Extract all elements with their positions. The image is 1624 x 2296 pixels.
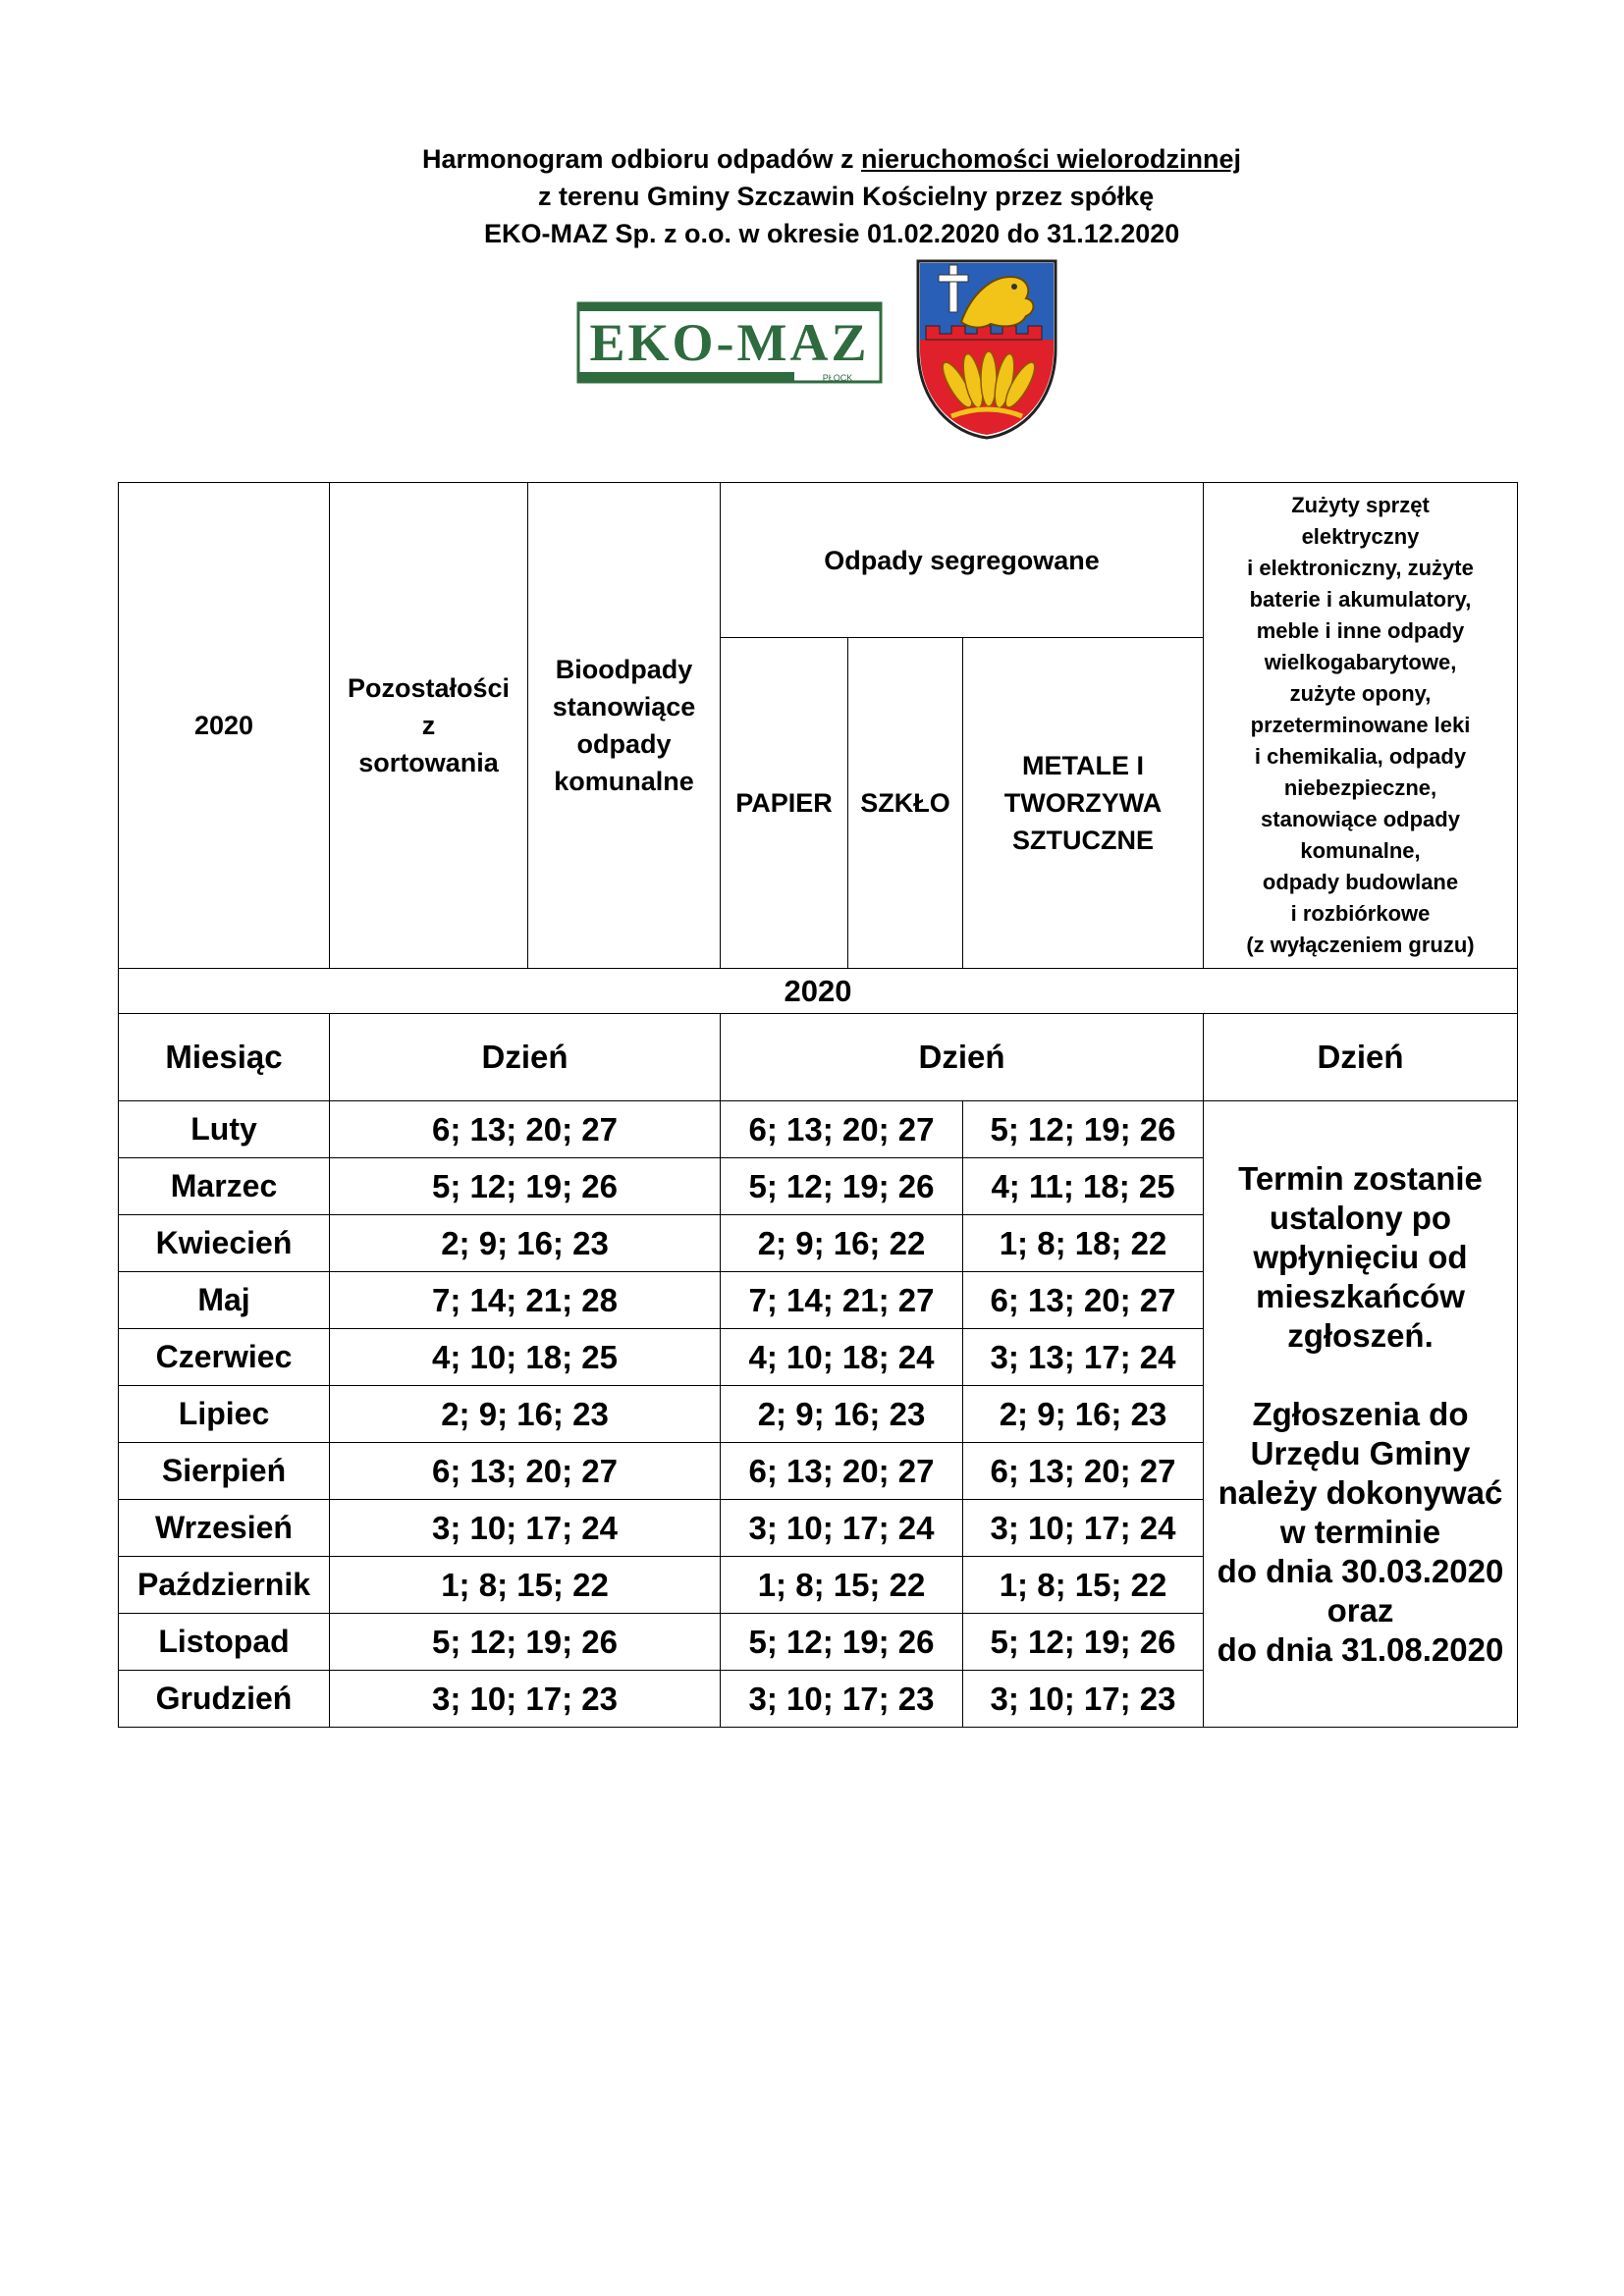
eko-maz-logo-subtext: PŁOCK (822, 373, 853, 383)
note-line: w terminie (1279, 1513, 1441, 1550)
header-bio (528, 483, 721, 969)
metals-plastics-dates: 5; 12; 19; 26 (963, 1101, 1204, 1158)
header-bulky-line: komunalne, (1300, 838, 1421, 863)
header-residual-line: z (421, 711, 436, 740)
title-line-1-underlined: nieruchomości wielorodzinnej (860, 144, 1242, 174)
paper-glass-dates: 4; 10; 18; 24 (721, 1329, 963, 1386)
header-bulky-line: zużyte opony, (1289, 681, 1432, 706)
note-line: ustalony po (1269, 1199, 1452, 1236)
title-line-1-prefix: Harmonogram odbioru odpadów z (421, 144, 861, 174)
note-line: Urzędu Gminy (1250, 1434, 1471, 1471)
residual-bio-dates: 2; 9; 16; 23 (330, 1386, 721, 1443)
month-cell: Wrzesień (119, 1500, 330, 1557)
header-segregated: Odpady segregowane (721, 483, 1204, 638)
sub-header-day-3: Dzień (1204, 1014, 1518, 1101)
header-bulky-line: meble i inne odpady (1256, 618, 1465, 643)
page-title (0, 140, 1624, 252)
sub-header-month: Miesiąc (119, 1014, 330, 1101)
note-line: Termin zostanie (1238, 1159, 1483, 1197)
note-line: do dnia 31.08.2020 (1217, 1630, 1504, 1668)
header-bulky-line: i chemikalia, odpady (1254, 744, 1467, 769)
metals-plastics-dates: 3; 13; 17; 24 (963, 1329, 1204, 1386)
sub-header-day-2: Dzień (721, 1014, 1204, 1101)
month-cell: Maj (119, 1272, 330, 1329)
year-row-cell: 2020 (119, 969, 1518, 1014)
bulky-waste-note (1204, 1101, 1518, 1728)
note-line: zgłoszeń. (1287, 1316, 1434, 1354)
header-bulky-line: elektryczny (1301, 524, 1420, 549)
metals-plastics-dates: 6; 13; 20; 27 (963, 1272, 1204, 1329)
eko-maz-logo-text: EKO-MAZ (589, 313, 870, 372)
paper-glass-dates: 5; 12; 19; 26 (721, 1158, 963, 1215)
residual-bio-dates: 7; 14; 21; 28 (330, 1272, 721, 1329)
paper-glass-dates: 1; 8; 15; 22 (721, 1557, 963, 1614)
note-spacer (1204, 1356, 1517, 1395)
header-year: 2020 (119, 483, 330, 969)
month-cell: Sierpień (119, 1443, 330, 1500)
month-cell: Marzec (119, 1158, 330, 1215)
residual-bio-dates: 5; 12; 19; 26 (330, 1158, 721, 1215)
residual-bio-dates: 3; 10; 17; 23 (330, 1671, 721, 1728)
collection-schedule-table (118, 482, 1518, 1728)
metals-plastics-dates: 1; 8; 18; 22 (963, 1215, 1204, 1272)
month-cell: Lipiec (119, 1386, 330, 1443)
header-residual (330, 483, 528, 969)
residual-bio-dates: 1; 8; 15; 22 (330, 1557, 721, 1614)
header-bulky-line: stanowiące odpady (1261, 807, 1460, 831)
paper-glass-dates: 7; 14; 21; 27 (721, 1272, 963, 1329)
note-line: oraz (1326, 1591, 1394, 1629)
year-row (119, 969, 1518, 1014)
month-cell: Grudzień (119, 1671, 330, 1728)
paper-glass-dates: 3; 10; 17; 23 (721, 1671, 963, 1728)
paper-glass-dates: 6; 13; 20; 27 (721, 1101, 963, 1158)
header-bio-line: komunalne (554, 767, 694, 796)
note-line: należy dokonywać (1218, 1473, 1503, 1511)
note-line: do dnia 30.03.2020 (1217, 1552, 1504, 1589)
sub-header-day-1: Dzień (330, 1014, 721, 1101)
header-bulky-line: wielkogabarytowe, (1264, 650, 1457, 674)
residual-bio-dates: 6; 13; 20; 27 (330, 1443, 721, 1500)
residual-bio-dates: 5; 12; 19; 26 (330, 1614, 721, 1671)
header-bulky-line: baterie i akumulatory, (1249, 587, 1472, 612)
month-cell: Kwiecień (119, 1215, 330, 1272)
header-metals-line: SZTUCZNE (1012, 826, 1154, 855)
metals-plastics-dates: 5; 12; 19; 26 (963, 1614, 1204, 1671)
month-cell: Luty (119, 1101, 330, 1158)
header-bulky-line: niebezpieczne, (1283, 775, 1437, 800)
metals-plastics-dates: 2; 9; 16; 23 (963, 1386, 1204, 1443)
eko-maz-logo (576, 301, 883, 384)
header-bulky-line: przeterminowane leki (1250, 713, 1471, 737)
header-metals-line: METALE I (1022, 751, 1144, 780)
paper-glass-dates: 6; 13; 20; 27 (721, 1443, 963, 1500)
metals-plastics-dates: 6; 13; 20; 27 (963, 1443, 1204, 1500)
metals-plastics-dates: 3; 10; 17; 24 (963, 1500, 1204, 1557)
month-cell: Październik (119, 1557, 330, 1614)
paper-glass-dates: 3; 10; 17; 24 (721, 1500, 963, 1557)
note-line: wpłynięciu od (1253, 1238, 1468, 1275)
title-line-1 (0, 140, 1624, 178)
header-bulky-line: i elektroniczny, zużyte (1247, 556, 1474, 580)
residual-bio-dates: 4; 10; 18; 25 (330, 1329, 721, 1386)
header-glass: SZKŁO (848, 638, 963, 969)
month-cell: Czerwiec (119, 1329, 330, 1386)
residual-bio-dates: 2; 9; 16; 23 (330, 1215, 721, 1272)
header-bulky-waste (1204, 483, 1518, 969)
paper-glass-dates: 2; 9; 16; 23 (721, 1386, 963, 1443)
month-cell: Listopad (119, 1614, 330, 1671)
metals-plastics-dates: 3; 10; 17; 23 (963, 1671, 1204, 1728)
residual-bio-dates: 6; 13; 20; 27 (330, 1101, 721, 1158)
header-row-1 (119, 483, 1518, 638)
header-bulky-line: Zużyty sprzęt (1291, 493, 1430, 517)
paper-glass-dates: 5; 12; 19; 26 (721, 1614, 963, 1671)
sub-header-row (119, 1014, 1518, 1101)
header-bio-line: odpady (576, 729, 672, 759)
header-residual-line: Pozostałości (347, 673, 511, 703)
title-line-2: z terenu Gminy Szczawin Kościelny przez spółkę (538, 182, 1155, 211)
municipal-crest (912, 255, 1061, 442)
header-paper: PAPIER (721, 638, 848, 969)
paper-glass-dates: 2; 9; 16; 22 (721, 1215, 963, 1272)
header-metals-line: TWORZYWA (1003, 788, 1163, 818)
residual-bio-dates: 3; 10; 17; 24 (330, 1500, 721, 1557)
metals-plastics-dates: 4; 11; 18; 25 (963, 1158, 1204, 1215)
header-bulky-line: i rozbiórkowe (1290, 901, 1431, 926)
note-line: Zgłoszenia do (1252, 1395, 1469, 1432)
header-metals-plastics (963, 638, 1204, 969)
metals-plastics-dates: 1; 8; 15; 22 (963, 1557, 1204, 1614)
header-residual-line: sortowania (358, 748, 499, 777)
note-line: mieszkańców (1256, 1277, 1465, 1314)
header-bio-line: Bioodpady (555, 655, 693, 684)
header-bulky-line: odpady budowlane (1262, 870, 1459, 894)
header-bulky-line: (z wyłączeniem gruzu) (1246, 933, 1475, 957)
title-line-3: EKO-MAZ Sp. z o.o. w okresie 01.02.2020 do 31.12.2020 (484, 219, 1180, 248)
table-row (119, 1101, 1518, 1158)
header-bio-line: stanowiące (552, 692, 696, 721)
